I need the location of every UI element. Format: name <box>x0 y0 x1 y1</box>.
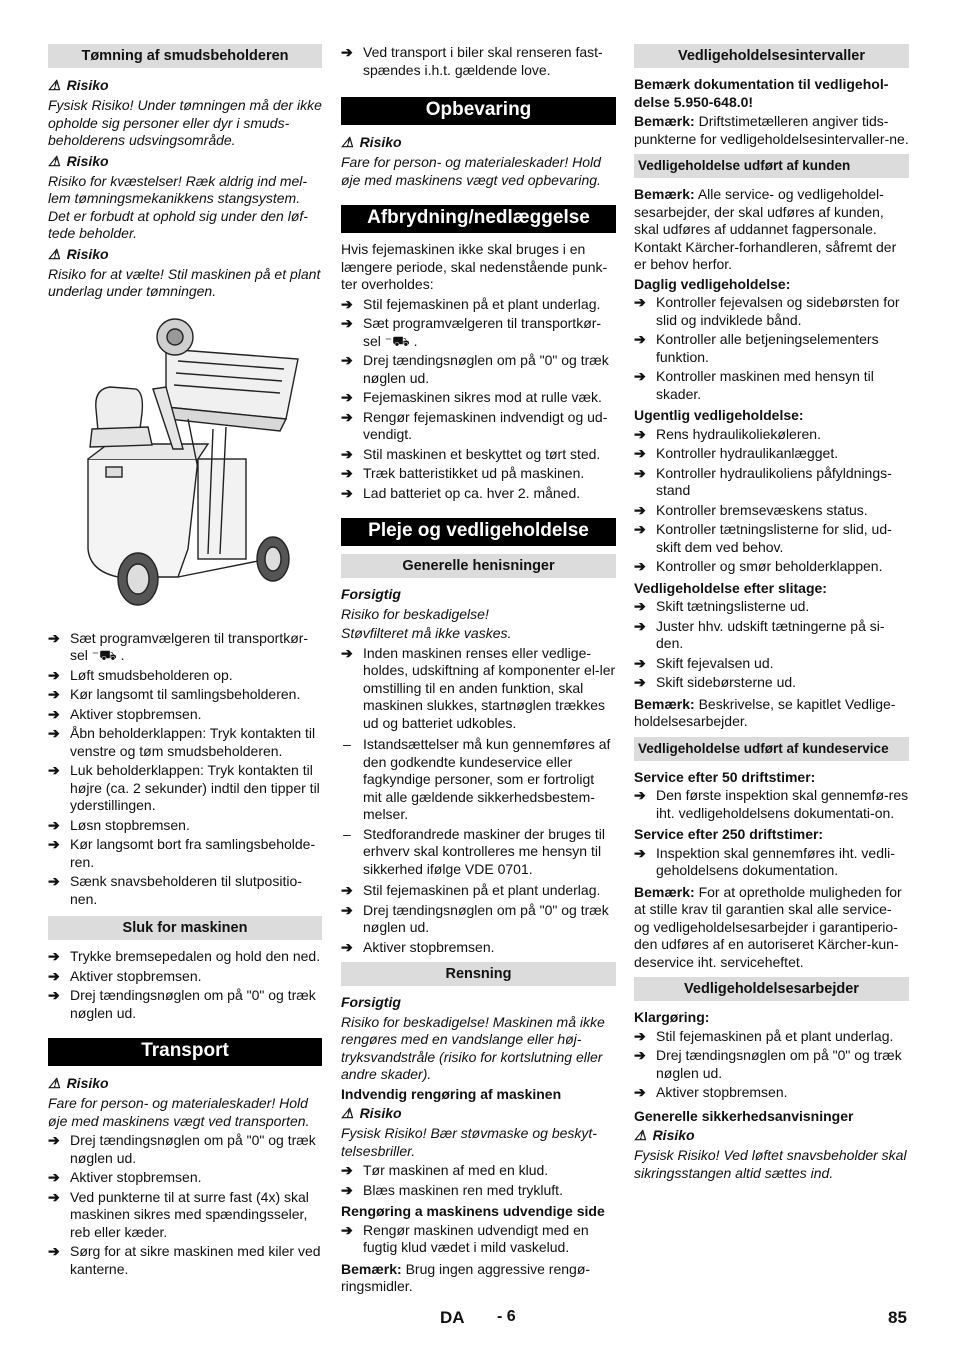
arrow-icon: ➔ <box>48 967 60 984</box>
arrow-icon: ➔ <box>634 445 646 461</box>
arrow-icon: ➔ <box>634 617 646 634</box>
list-item: ➔ Skift tætningslisterne ud. <box>634 598 810 614</box>
warning-icon: ⚠ <box>48 1075 61 1091</box>
shutdown-steps <box>341 296 616 503</box>
arrow-icon: ➔ <box>341 465 353 481</box>
list-item: ➔ Sørg for at sikre maskinen med kiler ved kanterne. <box>48 1243 321 1277</box>
switch-off-steps <box>48 948 322 1022</box>
list-item: ➔ Blæs maskinen ren med trykluft. <box>341 1181 563 1198</box>
transport-steps-cont <box>341 44 616 79</box>
arrow-icon: ➔ <box>48 873 60 889</box>
risk-text: Risiko for at vælte! Stil maskinen på et plant underlag under tømningen. <box>48 265 321 299</box>
list-item: ➔ Juster hhv. udskift tætningerne på si-den. <box>634 617 885 651</box>
arrow-icon: ➔ <box>48 836 60 852</box>
footer-language: DA <box>440 1308 465 1327</box>
subheading-inside: Indvendig rengøring af maskinen <box>341 1085 562 1102</box>
footer-page-number: 85 <box>888 1308 907 1327</box>
arrow-icon: ➔ <box>634 844 646 861</box>
arrow-icon: ➔ <box>634 1027 646 1044</box>
list-item: – Stedforandrede maskiner der bruges til erhverv skal kontrolleres me hensyn til sikkerhed ifølge VDE 0701. <box>343 825 606 877</box>
list-item: ➔ Rens hydraulikoliekøleren. <box>634 425 821 442</box>
list-item: ➔ Drej tændingsnøglen om på "0" og træk nøglen ud. <box>634 1047 902 1081</box>
sweeper-illustration <box>48 309 322 619</box>
arrow-icon: ➔ <box>341 1181 353 1198</box>
list-item: ➔ Ved transport i biler skal renseren fast-spændes i.h.t. gældende love. <box>341 44 603 78</box>
risk-label: ⚠ Risiko <box>48 152 109 169</box>
arrow-icon: ➔ <box>341 938 353 955</box>
arrow-icon: ➔ <box>341 352 353 368</box>
section-heading-work: Vedligeholdelsesarbejder <box>634 977 909 1001</box>
list-item: ➔ Kontroller hydraulikoliens påfyldnings-stand <box>634 464 892 498</box>
footer-local-page: - 6 <box>497 1308 516 1325</box>
prep-steps <box>634 1028 909 1102</box>
list-item: ➔ Aktiver stopbremsen. <box>634 1084 788 1100</box>
caution-text: Risiko for beskadigelse! Maskinen må ikke rengøres med en vandslange eller høj-tryksvandstråle (risiko for kortslutning eller andre skader). <box>341 1013 605 1082</box>
section-heading-care: Pleje og vedligeholdelse <box>341 518 616 546</box>
risk-label: ⚠ Risiko <box>341 1105 402 1121</box>
arrow-icon: ➔ <box>48 666 60 683</box>
emptying-steps <box>48 630 322 909</box>
risk-label: ⚠ Risiko <box>341 134 402 150</box>
list-item: ➔ Stil maskinen et beskyttet og tørt sted. <box>341 445 601 462</box>
risk-label: ⚠ Risiko <box>48 1075 109 1091</box>
caution-label: Forsigtig <box>341 994 401 1010</box>
inside-steps <box>341 1162 616 1199</box>
section-heading-shutdown: Afbrydning/nedlæggelse <box>341 205 616 233</box>
subheading-service-250: Service efter 250 driftstimer: <box>634 826 824 842</box>
list-item: ➔ Løft smudsbeholderen op. <box>48 666 233 683</box>
risk-text: Fysisk Risiko! Under tømningen må der ikke opholde sig personer eller dyr i smuds-beholderens udsvingsområde. <box>48 97 322 148</box>
doc-note: Bemærk dokumentation til vedligehol-delse 5.950-648.0! <box>634 76 889 110</box>
arrow-icon: ➔ <box>48 705 60 722</box>
caution-text: Risiko for beskadigelse! <box>341 605 489 622</box>
arrow-icon: ➔ <box>48 1188 60 1205</box>
list-item: ➔ Fejemaskinen sikres mod at rulle væk. <box>341 389 602 405</box>
arrow-icon: ➔ <box>341 445 353 462</box>
arrow-icon: ➔ <box>634 654 646 671</box>
risk-label: ⚠ Risiko <box>48 77 109 93</box>
general-steps <box>341 645 616 733</box>
list-item: ➔ Kontroller fejevalsen og sidebørsten for slid og indviklede bånd. <box>634 294 900 328</box>
arrow-icon: ➔ <box>634 464 646 481</box>
general-steps-2 <box>341 882 616 956</box>
arrow-icon: ➔ <box>341 882 353 898</box>
arrow-icon: ➔ <box>634 558 646 574</box>
note: Bemærk: Beskrivelse, se kapitlet Vedlige-holdelsesarbejder. <box>634 695 896 729</box>
daily-steps <box>634 294 909 403</box>
list-item: ➔ Kør langsomt til samlingsbeholderen. <box>48 686 301 702</box>
warning-icon: ⚠ <box>634 1127 647 1143</box>
list-item: ➔ Sæt programvælgeren til transportkør-sel ⁻⛟ . <box>341 315 602 349</box>
caution-label: Forsigtig <box>341 586 401 602</box>
weekly-steps <box>634 426 909 576</box>
note: Bemærk: Brug ingen aggressive rengø-ringsmidler. <box>341 1260 591 1294</box>
list-item: ➔ Åbn beholderklappen: Tryk kontakten til venstre og tøm smudsbeholderen. <box>48 725 316 759</box>
section-heading-switch-off: Sluk for maskinen <box>48 916 322 940</box>
arrow-icon: ➔ <box>634 331 646 347</box>
subheading-wear: Vedligeholdelse efter slitage: <box>634 579 827 596</box>
warning-icon: ⚠ <box>341 1105 354 1121</box>
list-item: ➔ Kontroller hydraulikanlægget. <box>634 445 839 461</box>
list-item: ➔ Rengør fejemaskinen indvendigt og ud-vendigt. <box>341 408 608 442</box>
subheading-safety: Generelle sikkerhedsanvisninger <box>634 1107 854 1124</box>
arrow-icon: ➔ <box>634 674 646 690</box>
arrow-icon: ➔ <box>634 521 646 537</box>
arrow-icon: ➔ <box>341 408 353 425</box>
shutdown-intro: Hvis fejemaskinen ikke skal bruges i en længere periode, skal nedenstående punk-ter overholdes: <box>341 241 608 292</box>
list-item: ➔ Luk beholderklappen: Tryk kontakten til højre (ca. 2 sekunder) indtil den tipper til yderstillingen. <box>48 762 320 813</box>
transport-steps <box>48 1132 322 1278</box>
risk-text: Fare for person- og materialeskader! Hold øje med maskinens vægt ved transporten. <box>48 1095 310 1129</box>
note: Bemærk: For at opretholde muligheden for at stille krav til garantien skal alle service- og vedligeholdelsesarbejder i garantiperio-den udføres af en autoriseret Kärcher-kun-deservice iht. serviceheftet. <box>634 883 902 970</box>
arrow-icon: ➔ <box>48 816 60 833</box>
column-1 <box>48 44 322 1282</box>
list-item: ➔ Skift sidebørsterne ud. <box>634 674 797 690</box>
subheading-prep: Klargøring: <box>634 1009 710 1025</box>
list-item: ➔ Løsn stopbremsen. <box>48 816 190 833</box>
arrow-icon: ➔ <box>341 901 353 918</box>
list-item: ➔ Lad batteriet op ca. hver 2. måned. <box>341 484 581 501</box>
list-item: ➔ Rengør maskinen udvendigt med en fugtig klud vædet i mild vaskelud. <box>341 1221 589 1255</box>
service-50-steps <box>634 787 909 822</box>
arrow-icon: ➔ <box>634 368 646 384</box>
outside-steps <box>341 1222 616 1257</box>
section-heading-transport: Transport <box>48 1038 322 1066</box>
arrow-icon: ➔ <box>341 315 353 331</box>
caution-text: Støvfilteret må ikke vaskes. <box>341 625 512 641</box>
arrow-icon: ➔ <box>48 629 60 646</box>
list-item: ➔ Aktiver stopbremsen. <box>48 705 202 722</box>
warning-icon: ⚠ <box>48 77 61 93</box>
list-item: ➔ Den første inspektion skal gennemfø-res iht. vedligeholdelsens dokumentati-on. <box>634 787 909 821</box>
list-item: ➔ Kør langsomt bort fra samlingsbeholde-ren. <box>48 836 316 870</box>
list-item: ➔ Aktiver stopbremsen. <box>48 967 202 984</box>
section-heading-storage: Opbevaring <box>341 97 616 125</box>
list-item: ➔ Sænk snavsbeholderen til slutpositio-nen. <box>48 873 302 907</box>
warning-icon: ⚠ <box>341 134 354 150</box>
list-item: ➔ Aktiver stopbremsen. <box>48 1169 202 1185</box>
section-heading-intervals: Vedligeholdelsesintervaller <box>634 44 909 68</box>
note: Bemærk: Alle service- og vedligeholdel-sesarbejder, der skal udføres af kunden, skal udføres af uddannet fagpersonale. Kontakt Kärcher-forhandleren, såfremt der er behov herfor. <box>634 186 897 272</box>
list-item: ➔ Ved punkterne til at surre fast (4x) skal maskinen sikres med spændingsseler, reb eller kæder. <box>48 1188 309 1240</box>
list-item: – Istandsættelser må kun gennemføres af den godkendte kundeservice eller fagkyndige personer, som er fortroligt mit alle gældende sikkerhedsbestem-melser. <box>343 736 611 822</box>
arrow-icon: ➔ <box>341 44 353 60</box>
arrow-icon: ➔ <box>48 1169 60 1185</box>
list-item: ➔ Drej tændingsnøglen om på "0" og træk nøglen ud. <box>48 987 316 1021</box>
list-item: ➔ Træk batteristikket ud på maskinen. <box>341 465 585 481</box>
arrow-icon: ➔ <box>48 725 60 741</box>
arrow-icon: ➔ <box>341 484 353 501</box>
arrow-icon: ➔ <box>48 762 60 778</box>
arrow-icon: ➔ <box>634 598 646 614</box>
arrow-icon: ➔ <box>48 987 60 1003</box>
arrow-icon: ➔ <box>48 686 60 702</box>
arrow-icon: ➔ <box>634 294 646 310</box>
arrow-icon: ➔ <box>634 1084 646 1100</box>
section-heading-general: Generelle henisninger <box>341 554 616 578</box>
list-item: ➔ Kontroller alle betjeningselementers funktion. <box>634 331 879 365</box>
subheading-outside: Rengøring a maskinens udvendige side <box>341 1203 605 1219</box>
list-item: ➔ Drej tændingsnøglen om på "0" og træk nøglen ud. <box>341 352 609 386</box>
list-item: ➔ Inspektion skal gennemføres iht. vedli-geholdelsens dokumentation. <box>634 844 895 878</box>
risk-text: Fysisk Risiko! Ved løftet snavsbeholder skal sikringsstangen altid sættes ind. <box>634 1147 907 1181</box>
arrow-icon: ➔ <box>48 1243 60 1259</box>
arrow-icon: ➔ <box>341 389 353 405</box>
risk-label: ⚠ Risiko <box>634 1127 695 1143</box>
arrow-icon: ➔ <box>48 1132 60 1148</box>
arrow-icon: ➔ <box>341 1221 353 1238</box>
arrow-icon: ➔ <box>634 1047 646 1063</box>
risk-text: Fysisk Risiko! Bær støvmaske og beskyt-telsesbriller. <box>341 1125 597 1159</box>
list-item: ➔ Skift fejevalsen ud. <box>634 654 774 671</box>
note: Bemærk: Driftstimetælleren angiver tids-punkterne for vedligeholdelsesintervaller-ne. <box>634 113 909 147</box>
subheading-service-50: Service efter 50 driftstimer: <box>634 768 816 785</box>
risk-label: ⚠ Risiko <box>48 245 109 262</box>
section-heading-emptying: Tømning af smudsbeholderen <box>48 44 322 68</box>
section-heading-cleaning: Rensning <box>341 962 616 986</box>
section-heading-service: Vedligeholdelse udført af kundeservice <box>634 737 909 761</box>
column-2 <box>341 44 616 1298</box>
list-item: ➔ Inden maskinen renses eller vedlige-holdes, udskiftning af komponenter el-ler omstilling til en anden funktion, skal maskinen slukkes, startnøglen trækkes ud og batteriet udkobles. <box>341 644 616 731</box>
arrow-icon: ➔ <box>634 787 646 803</box>
list-item: ➔ Aktiver stopbremsen. <box>341 938 495 955</box>
list-item: ➔ Stil fejemaskinen på et plant underlag. <box>341 882 601 898</box>
subheading-daily: Daglig vedligeholdelse: <box>634 275 791 292</box>
list-item: ➔ Kontroller tætningslisterne for slid, ud-skift dem ved behov. <box>634 521 892 555</box>
section-heading-customer: Vedligeholdelse udført af kunden <box>634 154 909 178</box>
service-250-steps <box>634 845 909 880</box>
list-item: ➔ Sæt programvælgeren til transportkør-sel ⁻⛟ . <box>48 629 309 663</box>
general-dashes <box>341 736 616 878</box>
arrow-icon: ➔ <box>634 501 646 518</box>
warning-icon: ⚠ <box>48 152 61 169</box>
arrow-icon: ➔ <box>341 295 353 312</box>
list-item: ➔ Kontroller maskinen med hensyn til skader. <box>634 368 874 402</box>
arrow-icon: ➔ <box>634 425 646 442</box>
list-item: ➔ Kontroller bremsevæskens status. <box>634 501 868 518</box>
list-item: ➔ Drej tændingsnøglen om på "0" og træk nøglen ud. <box>341 901 609 935</box>
list-item: ➔ Stil fejemaskinen på et plant underlag. <box>634 1027 894 1044</box>
risk-text: Fare for person- og materialeskader! Hold øje med maskinens vægt ved opbevaring. <box>341 154 601 188</box>
column-3 <box>634 44 909 1184</box>
list-item: ➔ Stil fejemaskinen på et plant underlag. <box>341 295 601 312</box>
arrow-icon: ➔ <box>341 1162 353 1178</box>
arrow-icon: ➔ <box>341 644 353 661</box>
list-item: ➔ Tør maskinen af med en klud. <box>341 1162 549 1178</box>
risk-text: Risiko for kvæstelser! Ræk aldrig ind mel-lem tømningsmekanikkens stangsystem. Det er forbudt at ophold sig under den løf-tede beholder. <box>48 172 308 241</box>
subheading-weekly: Ugentlig vedligeholdelse: <box>634 407 804 423</box>
wear-steps <box>634 598 909 692</box>
arrow-icon: ➔ <box>48 948 60 964</box>
list-item: ➔ Trykke bremsepedalen og hold den ned. <box>48 948 321 964</box>
list-item: ➔ Drej tændingsnøglen om på "0" og træk nøglen ud. <box>48 1132 316 1166</box>
warning-icon: ⚠ <box>48 245 61 262</box>
list-item: ➔ Kontroller og smør beholderklappen. <box>634 558 883 574</box>
